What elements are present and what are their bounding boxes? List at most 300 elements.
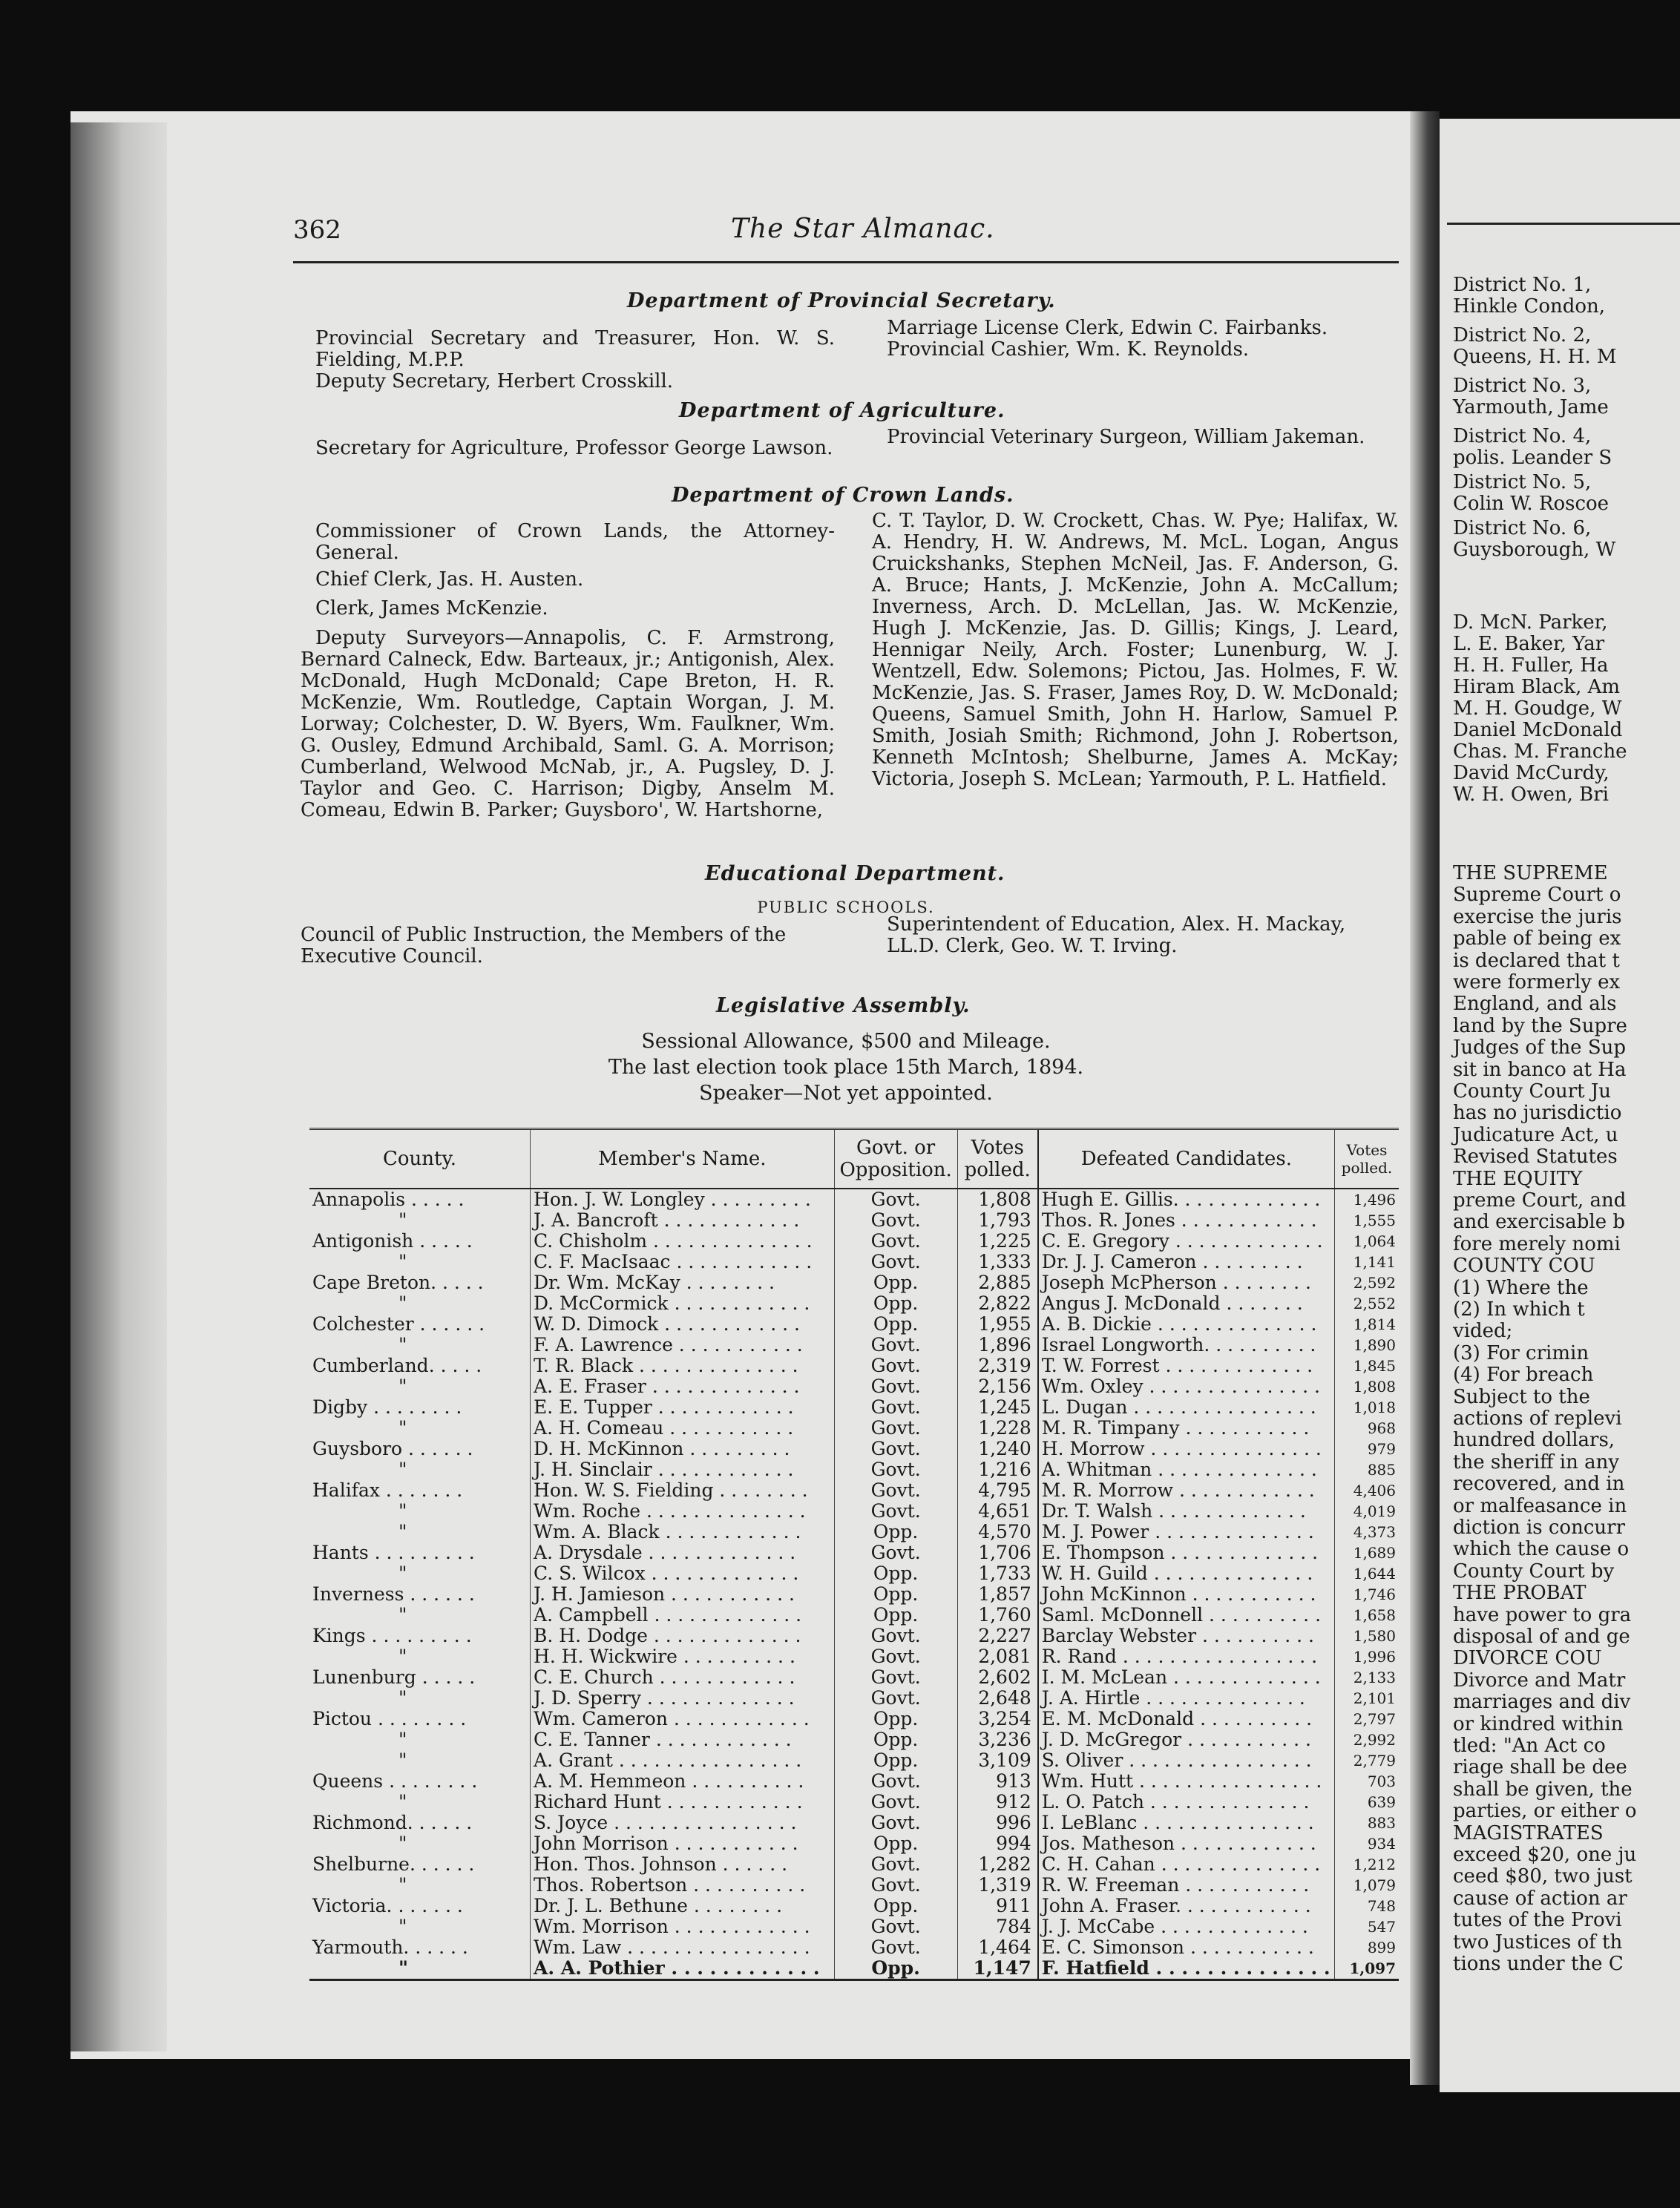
party-cell: Govt. xyxy=(834,1937,957,1958)
facing-line: W. H. Owen, Bri xyxy=(1453,783,1609,806)
legislative-assembly-table xyxy=(309,1128,1399,1981)
votes-cell: 1,760 xyxy=(957,1605,1038,1626)
defeated-cell: Hugh E. Gillis. . . . . . . . . . . . . xyxy=(1038,1189,1335,1210)
facing-line: MAGISTRATES xyxy=(1453,1821,1604,1844)
facing-line: land by the Supre xyxy=(1453,1014,1627,1037)
table-row xyxy=(309,1937,1399,1958)
member-cell: J. H. Sinclair . . . . . . . . . . . . xyxy=(531,1459,835,1480)
party-cell: Govt. xyxy=(834,1356,957,1376)
party-cell: Govt. xyxy=(834,1688,957,1709)
defeated-cell: H. Morrow . . . . . . . . . . . . . . . xyxy=(1038,1439,1335,1459)
county-cell: " xyxy=(398,1750,407,1771)
party-cell: Opp. xyxy=(834,1750,957,1771)
member-cell: Wm. Morrison . . . . . . . . . . . . xyxy=(531,1916,835,1937)
county-cell: " xyxy=(398,1501,407,1522)
defeated-cell: Thos. R. Jones . . . . . . . . . . . . xyxy=(1038,1210,1335,1231)
facing-page xyxy=(1440,119,1680,2092)
facing-line: DIVORCE COU xyxy=(1453,1647,1602,1670)
member-cell: Richard Hunt . . . . . . . . . . . . xyxy=(531,1792,835,1813)
table-row xyxy=(309,1376,1399,1397)
defeated-votes-cell: 1,064 xyxy=(1334,1231,1399,1252)
county-cell: " xyxy=(398,1729,407,1750)
county-cell: " xyxy=(398,1688,407,1709)
defeated-votes-cell: 1,814 xyxy=(1334,1314,1399,1335)
votes-cell: 1,245 xyxy=(957,1397,1038,1418)
votes-cell: 1,706 xyxy=(957,1542,1038,1563)
facing-line: have power to gra xyxy=(1453,1603,1632,1626)
table-row xyxy=(309,1356,1399,1376)
county-cell: " xyxy=(398,1418,407,1439)
defeated-votes-cell: 1,212 xyxy=(1334,1854,1399,1875)
county-cell: " xyxy=(398,1875,407,1896)
facing-line: actions of replevi xyxy=(1453,1407,1622,1430)
party-cell: Govt. xyxy=(834,1418,957,1439)
table-row xyxy=(309,1563,1399,1584)
member-cell: Hon. J. W. Longley . . . . . . . . . xyxy=(531,1189,835,1210)
member-cell: C. Chisholm . . . . . . . . . . . . . . xyxy=(531,1231,835,1252)
votes-cell: 4,795 xyxy=(957,1480,1038,1501)
defeated-votes-cell: 979 xyxy=(1334,1439,1399,1459)
member-cell: C. E. Tanner . . . . . . . . . . . . xyxy=(531,1729,835,1750)
defeated-votes-cell: 968 xyxy=(1334,1418,1399,1439)
votes-cell: 1,955 xyxy=(957,1314,1038,1335)
facing-header-rule xyxy=(1447,223,1680,225)
facing-line: Judicature Act, u xyxy=(1453,1123,1618,1146)
deputy-surveyors-left: Deputy Surveyors—Annapolis, C. F. Armstrong, Bernard Calneck, Edw. Barteaux, jr.; Antigonish, Alex. McDonald, Hugh McDonald; Cape Breton, H. R. McKenzie, Wm. Routledge, Captain Worgan, J. M. Lorway; Colchester, D. W. Byers, Wm. Faulkner, Wm. G. Ousley, Edmund Archibald, Saml. G. A. Morrison; Cumberland, Welwood McNab, jr., A. Pugsley, D. J. Taylor and Geo. C. Harrison; Digby, Anselm M. Comeau, Edwin B. Parker; Guysboro', W. Hartshorne, xyxy=(301,627,835,821)
county-cell: Cumberland. . . . . xyxy=(312,1356,482,1376)
defeated-cell: Wm. Oxley . . . . . . . . . . . . . . . xyxy=(1038,1376,1335,1397)
county-cell: Antigonish . . . . . xyxy=(312,1231,473,1252)
defeated-cell: E. C. Simonson . . . . . . . . . . . xyxy=(1038,1937,1335,1958)
county-cell: Colchester . . . . . . xyxy=(312,1314,485,1335)
facing-line: Supreme Court o xyxy=(1453,884,1621,907)
deputy-surveyors-right: C. T. Taylor, D. W. Crockett, Chas. W. Pye; Halifax, W. A. Hendry, H. W. Andrews, M. McL. Logan, Angus Cruickshanks, Stephen McNeil, Jas. F. Anderson, G. A. Bruce; Hants, J. McKenzie, John A. McCallum; Inverness, Arch. D. McLellan, Jas. W. McKenzie, Hugh J. McKenzie, Jas. D. Gillis; Kings, J. Leard, Hennigar Neily, Arch. Foster; Lunenburg, W. J. Wentzell, Edw. Solemons; Pictou, Jas. Holmes, F. W. McKenzie, Jas. S. Fraser, James Roy, D. W. McDonald; Queens, Samuel Smith, John H. Harlow, Samuel P. Smith, Josiah Smith; Richmond, John J. Robertson, Kenneth McIntosh; Shelburne, James A. McKay; Victoria, Joseph S. McLean; Yarmouth, P. L. Hatfield. xyxy=(872,510,1399,790)
defeated-cell: Dr. J. J. Cameron . . . . . . . . . xyxy=(1038,1252,1335,1272)
votes-cell: 1,793 xyxy=(957,1210,1038,1231)
facing-line: parties, or either o xyxy=(1453,1800,1637,1823)
member-cell: Dr. Wm. McKay . . . . . . . . xyxy=(531,1272,835,1293)
member-cell: Dr. J. L. Bethune . . . . . . . . xyxy=(531,1896,835,1916)
book-gutter xyxy=(1410,111,1440,2085)
table-row xyxy=(309,1750,1399,1771)
county-cell: Guysboro . . . . . . xyxy=(312,1439,473,1459)
member-cell: Wm. A. Black . . . . . . . . . . . . xyxy=(531,1522,835,1542)
facing-line: District No. 1, xyxy=(1453,274,1592,296)
defeated-votes-cell: 1,996 xyxy=(1334,1646,1399,1667)
table-row xyxy=(309,1335,1399,1356)
county-cell: Inverness . . . . . . xyxy=(312,1584,475,1605)
votes-cell: 3,109 xyxy=(957,1750,1038,1771)
table-row xyxy=(309,1916,1399,1937)
facing-line: Divorce and Matr xyxy=(1453,1669,1626,1692)
facing-line: Yarmouth, Jame xyxy=(1453,396,1609,418)
county-cell: Pictou . . . . . . . . xyxy=(312,1709,467,1729)
running-title: The Star Almanac. xyxy=(731,214,995,244)
member-cell: H. H. Wickwire . . . . . . . . . . xyxy=(531,1646,835,1667)
votes-cell: 1,228 xyxy=(957,1418,1038,1439)
defeated-votes-cell: 2,779 xyxy=(1334,1750,1399,1771)
defeated-cell: Angus J. McDonald . . . . . . . xyxy=(1038,1293,1335,1314)
party-cell: Govt. xyxy=(834,1792,957,1813)
county-cell: " xyxy=(398,1522,407,1542)
member-cell: E. E. Tupper . . . . . . . . . . . . xyxy=(531,1397,835,1418)
facing-line: Colin W. Roscoe xyxy=(1453,493,1610,515)
county-cell: " xyxy=(398,1646,407,1667)
defeated-votes-cell: 1,097 xyxy=(1334,1958,1399,1980)
defeated-votes-cell: 703 xyxy=(1334,1771,1399,1792)
col-county: County. xyxy=(309,1129,531,1189)
county-cell: " xyxy=(398,1605,407,1626)
table-row xyxy=(309,1252,1399,1272)
votes-cell: 2,081 xyxy=(957,1646,1038,1667)
votes-cell: 2,602 xyxy=(957,1667,1038,1688)
table-row xyxy=(309,1626,1399,1646)
party-cell: Govt. xyxy=(834,1210,957,1231)
facing-line: District No. 5, xyxy=(1453,471,1592,493)
table-row xyxy=(309,1667,1399,1688)
county-cell: " xyxy=(398,1210,407,1231)
facing-line: disposal of and ge xyxy=(1453,1626,1630,1648)
county-cell: Victoria. . . . . . . xyxy=(312,1896,463,1916)
votes-cell: 4,651 xyxy=(957,1501,1038,1522)
table-row xyxy=(309,1272,1399,1293)
facing-line: District No. 3, xyxy=(1453,375,1592,397)
education-left: Council of Public Instruction, the Members of the Executive Council. xyxy=(301,924,787,967)
facing-line: (3) For crimin xyxy=(1453,1341,1589,1364)
defeated-cell: J. J. McCabe . . . . . . . . . . . . . xyxy=(1038,1916,1335,1937)
table-header-row xyxy=(309,1129,1399,1189)
votes-cell: 1,733 xyxy=(957,1563,1038,1584)
facing-line: or kindred within xyxy=(1453,1712,1624,1735)
facing-line: THE EQUITY xyxy=(1453,1167,1583,1190)
table-row xyxy=(309,1418,1399,1439)
member-cell: J. A. Bancroft . . . . . . . . . . . . xyxy=(531,1210,835,1231)
defeated-votes-cell: 2,133 xyxy=(1334,1667,1399,1688)
defeated-cell: L. Dugan . . . . . . . . . . . . . . . . xyxy=(1038,1397,1335,1418)
county-cell: " xyxy=(398,1376,407,1397)
defeated-cell: A. Whitman . . . . . . . . . . . . . . xyxy=(1038,1459,1335,1480)
col-votes: Votes polled. xyxy=(957,1129,1038,1189)
member-cell: T. R. Black . . . . . . . . . . . . . . xyxy=(531,1356,835,1376)
votes-cell: 2,822 xyxy=(957,1293,1038,1314)
defeated-votes-cell: 4,406 xyxy=(1334,1480,1399,1501)
facing-line: shall be given, the xyxy=(1453,1778,1633,1801)
last-election: The last election took place 15th March, 1894. xyxy=(608,1056,1084,1079)
votes-cell: 4,570 xyxy=(957,1522,1038,1542)
table-row xyxy=(309,1896,1399,1916)
defeated-cell: John A. Fraser. . . . . . . . . . . . xyxy=(1038,1896,1335,1916)
party-cell: Opp. xyxy=(834,1272,957,1293)
defeated-votes-cell: 883 xyxy=(1334,1813,1399,1833)
facing-line: sit in banco at Ha xyxy=(1453,1058,1627,1081)
table-row xyxy=(309,1397,1399,1418)
facing-line: (1) Where the xyxy=(1453,1276,1589,1299)
party-cell: Govt. xyxy=(834,1189,957,1210)
party-cell: Govt. xyxy=(834,1646,957,1667)
defeated-votes-cell: 1,141 xyxy=(1334,1252,1399,1272)
defeated-cell: J. A. Hirtle . . . . . . . . . . . . . . xyxy=(1038,1688,1335,1709)
county-cell: Halifax . . . . . . . xyxy=(312,1480,463,1501)
party-cell: Opp. xyxy=(834,1729,957,1750)
party-cell: Govt. xyxy=(834,1335,957,1356)
defeated-votes-cell: 4,019 xyxy=(1334,1501,1399,1522)
party-cell: Govt. xyxy=(834,1252,957,1272)
defeated-votes-cell: 1,658 xyxy=(1334,1605,1399,1626)
county-cell: " xyxy=(398,1563,407,1584)
defeated-cell: M. R. Morrow . . . . . . . . . . . . xyxy=(1038,1480,1335,1501)
defeated-cell: R. W. Freeman . . . . . . . . . . . xyxy=(1038,1875,1335,1896)
party-cell: Govt. xyxy=(834,1667,957,1688)
page-stack-edge xyxy=(70,122,167,2051)
col-member: Member's Name. xyxy=(531,1129,835,1189)
crown-lands-chief-clerk: Chief Clerk, Jas. H. Austen. xyxy=(315,568,584,591)
col-defeated-votes: Votes polled. xyxy=(1334,1129,1399,1189)
defeated-cell: J. D. McGregor . . . . . . . . . . . xyxy=(1038,1729,1335,1750)
defeated-cell: L. O. Patch . . . . . . . . . . . . . . xyxy=(1038,1792,1335,1813)
member-cell: C. S. Wilcox . . . . . . . . . . . . . xyxy=(531,1563,835,1584)
party-cell: Opp. xyxy=(834,1522,957,1542)
defeated-cell: Israel Longworth. . . . . . . . . . xyxy=(1038,1335,1335,1356)
county-cell: " xyxy=(398,1293,407,1314)
votes-cell: 913 xyxy=(957,1771,1038,1792)
sessional-allowance: Sessional Allowance, $500 and Mileage. xyxy=(641,1030,1051,1053)
table-row xyxy=(309,1792,1399,1813)
county-cell: " xyxy=(398,1916,407,1937)
county-cell: Shelburne. . . . . . xyxy=(312,1854,475,1875)
facing-line: David McCurdy, xyxy=(1453,762,1610,784)
defeated-cell: M. J. Power . . . . . . . . . . . . . . xyxy=(1038,1522,1335,1542)
votes-cell: 3,236 xyxy=(957,1729,1038,1750)
votes-cell: 994 xyxy=(957,1833,1038,1854)
defeated-cell: R. Rand . . . . . . . . . . . . . . . . . xyxy=(1038,1646,1335,1667)
facing-line: COUNTY COU xyxy=(1453,1255,1595,1278)
party-cell: Govt. xyxy=(834,1376,957,1397)
facing-line: polis. Leander S xyxy=(1453,447,1612,469)
defeated-votes-cell: 1,890 xyxy=(1334,1335,1399,1356)
facing-line: the sheriff in any xyxy=(1453,1450,1620,1473)
votes-cell: 2,156 xyxy=(957,1376,1038,1397)
county-cell: Kings . . . . . . . . . xyxy=(312,1626,472,1646)
facing-line: District No. 4, xyxy=(1453,425,1592,447)
member-cell: S. Joyce . . . . . . . . . . . . . . . . xyxy=(531,1813,835,1833)
table-row xyxy=(309,1210,1399,1231)
table-row xyxy=(309,1293,1399,1314)
defeated-votes-cell: 1,644 xyxy=(1334,1563,1399,1584)
defeated-votes-cell: 1,555 xyxy=(1334,1210,1399,1231)
votes-cell: 2,648 xyxy=(957,1688,1038,1709)
party-cell: Govt. xyxy=(834,1771,957,1792)
table-row xyxy=(309,1522,1399,1542)
party-cell: Govt. xyxy=(834,1916,957,1937)
defeated-votes-cell: 899 xyxy=(1334,1937,1399,1958)
table-row xyxy=(309,1459,1399,1480)
prov-sec-right2: Provincial Cashier, Wm. K. Reynolds. xyxy=(887,338,1250,361)
table-row xyxy=(309,1480,1399,1501)
votes-cell: 1,857 xyxy=(957,1584,1038,1605)
votes-cell: 1,464 xyxy=(957,1937,1038,1958)
votes-cell: 1,282 xyxy=(957,1854,1038,1875)
facing-line: L. E. Baker, Yar xyxy=(1453,633,1605,655)
section-heading-crown-lands: Department of Crown Lands. xyxy=(672,484,1014,507)
votes-cell: 1,225 xyxy=(957,1231,1038,1252)
facing-line: were formerly ex xyxy=(1453,971,1621,993)
facing-line: England, and als xyxy=(1453,993,1617,1016)
defeated-votes-cell: 639 xyxy=(1334,1792,1399,1813)
votes-cell: 2,227 xyxy=(957,1626,1038,1646)
defeated-cell: E. Thompson . . . . . . . . . . . . . xyxy=(1038,1542,1335,1563)
party-cell: Opp. xyxy=(834,1605,957,1626)
party-cell: Govt. xyxy=(834,1875,957,1896)
defeated-votes-cell: 1,845 xyxy=(1334,1356,1399,1376)
table-row xyxy=(309,1958,1399,1980)
facing-line: preme Court, and xyxy=(1453,1189,1627,1212)
defeated-votes-cell: 547 xyxy=(1334,1916,1399,1937)
member-cell: Hon. W. S. Fielding . . . . . . . . xyxy=(531,1480,835,1501)
facing-line: or malfeasance in xyxy=(1453,1494,1627,1517)
county-cell: Lunenburg . . . . . xyxy=(312,1667,476,1688)
votes-cell: 1,147 xyxy=(957,1958,1038,1980)
party-cell: Opp. xyxy=(834,1293,957,1314)
table-row xyxy=(309,1833,1399,1854)
county-cell: Queens . . . . . . . . xyxy=(312,1771,478,1792)
county-cell: " xyxy=(398,1252,407,1272)
party-cell: Opp. xyxy=(834,1314,957,1335)
votes-cell: 996 xyxy=(957,1813,1038,1833)
defeated-votes-cell: 2,101 xyxy=(1334,1688,1399,1709)
defeated-votes-cell: 2,592 xyxy=(1334,1272,1399,1293)
section-heading-legislative-assembly: Legislative Assembly. xyxy=(716,994,971,1017)
defeated-votes-cell: 934 xyxy=(1334,1833,1399,1854)
party-cell: Opp. xyxy=(834,1833,957,1854)
facing-line: tled: "An Act co xyxy=(1453,1735,1606,1757)
col-defeated: Defeated Candidates. xyxy=(1038,1129,1335,1189)
facing-line: marriages and div xyxy=(1453,1691,1631,1714)
county-cell: Cape Breton. . . . . xyxy=(312,1272,484,1293)
member-cell: A. M. Hemmeon . . . . . . . . . . xyxy=(531,1771,835,1792)
defeated-cell: I. M. McLean . . . . . . . . . . . . . xyxy=(1038,1667,1335,1688)
party-cell: Opp. xyxy=(834,1563,957,1584)
facing-line: tions under the C xyxy=(1453,1953,1624,1975)
county-cell: Hants . . . . . . . . . xyxy=(312,1542,475,1563)
facing-line: has no jurisdictio xyxy=(1453,1102,1622,1125)
defeated-votes-cell: 748 xyxy=(1334,1896,1399,1916)
votes-cell: 3,254 xyxy=(957,1709,1038,1729)
table-row xyxy=(309,1646,1399,1667)
member-cell: B. H. Dodge . . . . . . . . . . . . . xyxy=(531,1626,835,1646)
facing-line: Guysborough, W xyxy=(1453,539,1616,561)
party-cell: Opp. xyxy=(834,1584,957,1605)
public-schools-subheading: PUBLIC SCHOOLS. xyxy=(757,898,935,916)
page-number: 362 xyxy=(293,215,341,245)
speaker: Speaker—Not yet appointed. xyxy=(699,1082,993,1105)
table-row xyxy=(309,1688,1399,1709)
party-cell: Govt. xyxy=(834,1439,957,1459)
member-cell: Wm. Law . . . . . . . . . . . . . . . . xyxy=(531,1937,835,1958)
agriculture-left: Secretary for Agriculture, Professor George Lawson. xyxy=(315,437,833,459)
defeated-votes-cell: 1,689 xyxy=(1334,1542,1399,1563)
prov-sec-right: Marriage License Clerk, Edwin C. Fairbanks. xyxy=(887,317,1328,339)
crown-lands-clerk: Clerk, James McKenzie. xyxy=(315,597,548,620)
votes-cell: 1,216 xyxy=(957,1459,1038,1480)
county-cell: " xyxy=(398,1792,407,1813)
party-cell: Govt. xyxy=(834,1542,957,1563)
party-cell: Govt. xyxy=(834,1480,957,1501)
defeated-votes-cell: 1,018 xyxy=(1334,1397,1399,1418)
facing-line: fore merely nomi xyxy=(1453,1232,1621,1255)
education-right: Superintendent of Education, Alex. H. Mackay, LL.D. Clerk, Geo. W. T. Irving. xyxy=(887,913,1346,957)
member-cell: A. Drysdale . . . . . . . . . . . . . xyxy=(531,1542,835,1563)
agriculture-right: Provincial Veterinary Surgeon, William Jakeman. xyxy=(887,426,1365,448)
defeated-cell: Wm. Hutt . . . . . . . . . . . . . . . . xyxy=(1038,1771,1335,1792)
facing-line: hundred dollars, xyxy=(1453,1429,1615,1452)
member-cell: A. Campbell . . . . . . . . . . . . . xyxy=(531,1605,835,1626)
votes-cell: 911 xyxy=(957,1896,1038,1916)
county-cell: Digby . . . . . . . . xyxy=(312,1397,462,1418)
party-cell: Govt. xyxy=(834,1501,957,1522)
prov-sec-deputy: Deputy Secretary, Herbert Crosskill. xyxy=(315,370,674,392)
table-row xyxy=(309,1542,1399,1563)
facing-line: two Justices of th xyxy=(1453,1931,1623,1954)
facing-line: Judges of the Sup xyxy=(1453,1036,1627,1059)
section-heading-education: Educational Department. xyxy=(705,862,1005,885)
section-heading-agriculture: Department of Agriculture. xyxy=(679,399,1005,422)
votes-cell: 1,808 xyxy=(957,1189,1038,1210)
defeated-votes-cell: 1,079 xyxy=(1334,1875,1399,1896)
votes-cell: 1,896 xyxy=(957,1335,1038,1356)
member-cell: C. E. Church . . . . . . . . . . . . xyxy=(531,1667,835,1688)
section-heading-provincial-secretary: Department of Provincial Secretary. xyxy=(627,289,1056,312)
table-row xyxy=(309,1605,1399,1626)
facing-line: diction is concurr xyxy=(1453,1517,1625,1539)
defeated-cell: I. LeBlanc . . . . . . . . . . . . . . . xyxy=(1038,1813,1335,1833)
facing-line: vided; xyxy=(1453,1320,1513,1343)
facing-line: Subject to the xyxy=(1453,1385,1590,1408)
facing-line: tutes of the Provi xyxy=(1453,1909,1622,1932)
facing-line: Daniel McDonald xyxy=(1453,719,1623,741)
prov-sec-left: Provincial Secretary and Treasurer, Hon. W. S. Fielding, M.P.P. xyxy=(315,327,835,371)
table-row xyxy=(309,1439,1399,1459)
facing-line: which the cause o xyxy=(1453,1538,1630,1561)
member-cell: A. E. Fraser . . . . . . . . . . . . . xyxy=(531,1376,835,1397)
facing-line: recovered, and in xyxy=(1453,1473,1625,1496)
facing-line: County Court by xyxy=(1453,1560,1615,1583)
member-cell: J. D. Sperry . . . . . . . . . . . . . xyxy=(531,1688,835,1709)
defeated-votes-cell: 1,808 xyxy=(1334,1376,1399,1397)
defeated-cell: Jos. Matheson . . . . . . . . . . . . xyxy=(1038,1833,1335,1854)
table-row xyxy=(309,1729,1399,1750)
defeated-cell: John McKinnon . . . . . . . . . . . xyxy=(1038,1584,1335,1605)
facing-line: cause of action ar xyxy=(1453,1887,1627,1910)
member-cell: W. D. Dimock . . . . . . . . . . . . xyxy=(531,1314,835,1335)
defeated-votes-cell: 1,746 xyxy=(1334,1584,1399,1605)
member-cell: J. H. Jamieson . . . . . . . . . . . xyxy=(531,1584,835,1605)
facing-line: exercise the juris xyxy=(1453,905,1622,928)
party-cell: Govt. xyxy=(834,1231,957,1252)
table-row xyxy=(309,1813,1399,1833)
party-cell: Opp. xyxy=(834,1896,957,1916)
defeated-cell: M. R. Timpany . . . . . . . . . . . xyxy=(1038,1418,1335,1439)
facing-line: riage shall be dee xyxy=(1453,1756,1627,1779)
party-cell: Opp. xyxy=(834,1958,957,1980)
votes-cell: 1,333 xyxy=(957,1252,1038,1272)
col-party: Govt. or Opposition. xyxy=(834,1129,957,1189)
facing-line: ceed $80, two just xyxy=(1453,1865,1633,1888)
table-row xyxy=(309,1854,1399,1875)
county-cell: " xyxy=(309,1958,531,1980)
county-cell: Annapolis . . . . . xyxy=(312,1189,465,1210)
party-cell: Govt. xyxy=(834,1854,957,1875)
table-row xyxy=(309,1189,1399,1210)
